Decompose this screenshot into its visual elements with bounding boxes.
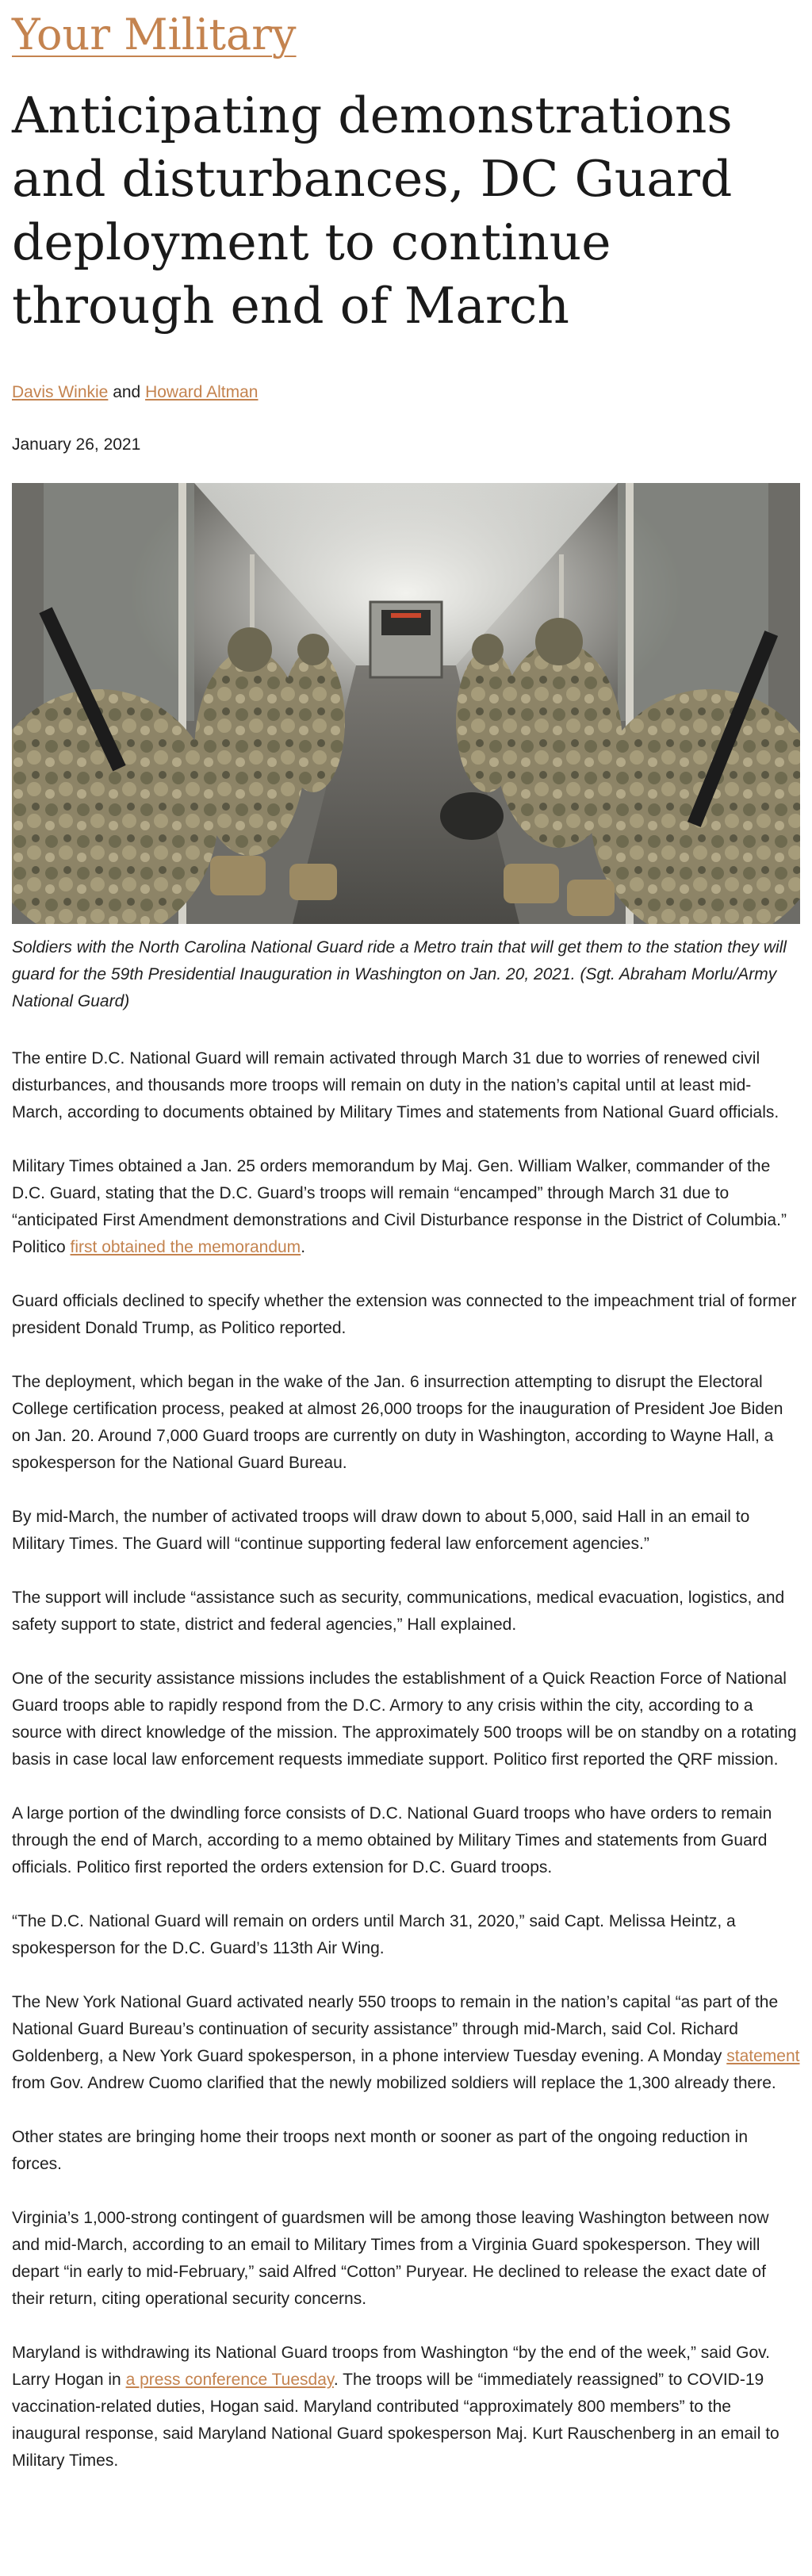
paragraph: One of the security assistance missions includes the establishment of a Quick Reaction Force of National Guard troops able to rapidly respond from the D.C. Armory to any crisis within the city, according to a source with direct knowledge of the mission. The approximately 500 troops will be on standby on a rotating basis in case local law enforcement requests immediate support. Politico first reported the QRF mission. [12,1669,797,1769]
author-link-howard-altman[interactable]: Howard Altman [145,383,259,401]
article-body [12,1045,800,2501]
paragraph: By mid-March, the number of activated troops will draw down to about 5,000, said Hall in an email to Military Times. The Guard will “continue supporting federal law enforcement agencies.” [12,1508,750,1553]
paragraph-text: . The troops will be “immediately reassigned” to COVID-19 vaccination-related duties, Hogan said. Maryland contributed “approximately 800 members” to the inaugural response, said Maryland National Guard spokesperson Maj. Kurt Rauschenberg in an email to Military Times. [12,2371,779,2470]
memorandum-link[interactable]: first obtained the memorandum [70,1238,301,1256]
byline-connector: and [108,383,146,401]
author-link-davis-winkie[interactable]: Davis Winkie [12,383,109,401]
paragraph: Virginia’s 1,000-strong contingent of guardsmen will be among those leaving Washington between now and mid-March, according to an email to Military Times from a Virginia Guard spokesperson. They will depart “in early to mid-February,” said Alfred “Cotton” Puryear. He declined to release the exact date of their return, citing operational security concerns. [12,2209,769,2308]
paragraph: A large portion of the dwindling force consists of D.C. National Guard troops who have orders to remain through the end of March, according to a memo obtained by Military Times and statements from Guard officials. Politico first reported the orders extension for D.C. Guard troops. [12,1804,772,1876]
section-link[interactable]: Your Military [12,10,297,59]
statement-link[interactable]: statement [726,2047,800,2065]
paragraph-text: from Gov. Andrew Cuomo clarified that the newly mobilized soldiers will replace the 1,300 already there. [12,2074,776,2092]
lead-photo-illustration [12,483,800,924]
publish-date: January 26, 2021 [12,435,141,454]
press-conference-link[interactable]: a press conference Tuesday [125,2371,334,2389]
paragraph: The support will include “assistance such as security, communications, medical evacuation, logistics, and safety support to state, district and federal agencies,” Hall explained. [12,1589,785,1634]
byline [12,381,258,404]
paragraph-text: . [301,1238,306,1256]
paragraph: The deployment, which began in the wake of the Jan. 6 insurrection attempting to disrupt the Electoral College certification process, peaked at almost 26,000 troops for the inauguration of President Joe Biden on Jan. 20. Around 7,000 Guard troops are currently on duty in Washington, according to Wayne Hall, a spokesperson for the National Guard Bureau. [12,1373,783,1472]
paragraph [12,2340,800,2474]
paragraph: The entire D.C. National Guard will remain activated through March 31 due to worries of renewed civil disturbances, and thousands more troops will remain on duty in the nation’s capital until at least mid-March, according to documents obtained by Military Times and statements from National Guard officials. [12,1049,779,1121]
paragraph: “The D.C. National Guard will remain on orders until March 31, 2020,” said Capt. Melissa Heintz, a spokesperson for the D.C. Guard’s 113th Air Wing. [12,1912,736,1957]
paragraph [12,1989,800,2097]
article-headline: Anticipating demonstrations and disturbances, DC Guard deployment to continue through end of March [12,86,733,335]
paragraph: Other states are bringing home their troops next month or sooner as part of the ongoing reduction in forces. [12,2128,749,2173]
photo-caption: Soldiers with the North Carolina National Guard ride a Metro train that will get them to the station they will guard for the 59th Presidential Inauguration in Washington on Jan. 20, 2021. (Sgt. Abraham Morlu/Army National Guard) [12,938,787,1010]
lead-photo [12,483,800,924]
paragraph-text: Military Times obtained a Jan. 25 orders memorandum by Maj. Gen. William Walker, commander of the D.C. Guard, stating that the D.C. Guard’s troops will remain “encamped” through March 31 due to “anticipated First Amendment demonstrations and Civil Disturbance response in the District of Columbia.” Politico [12,1157,787,1256]
paragraph [12,1153,800,1261]
paragraph-text: Maryland is withdrawing its National Guard troops from Washington “by the end of the week,” said Gov. Larry Hogan in [12,2344,770,2389]
paragraph-text: The New York National Guard activated nearly 550 troops to remain in the nation’s capital “as part of the National Guard Bureau’s continuation of security assistance” through mid-March, said Col. Richard Goldenberg, a New York Guard spokesperson, in a phone interview Tuesday evening. A Monday [12,1993,779,2065]
paragraph: Guard officials declined to specify whether the extension was connected to the impeachment trial of former president Donald Trump, as Politico reported. [12,1292,797,1337]
